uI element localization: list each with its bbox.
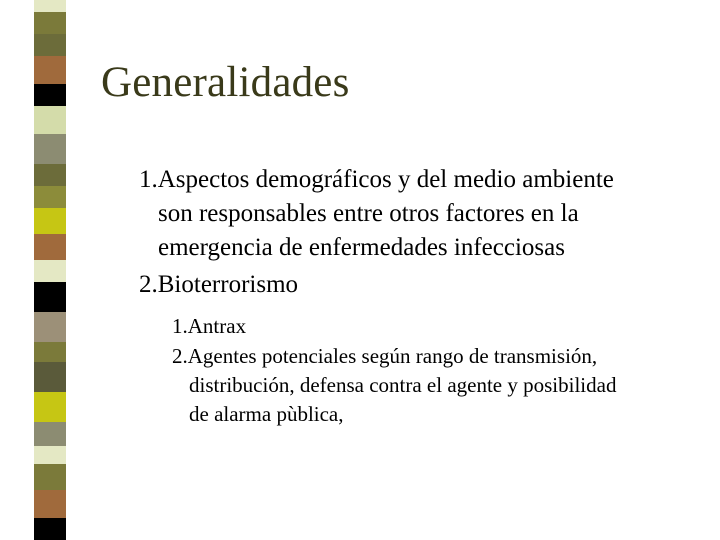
list-item [139, 163, 699, 265]
list-item-text: son responsables entre otros factores en la [158, 200, 579, 227]
list-item-number: 1. [139, 166, 158, 193]
list-item-text: Aspectos demográficos y del medio ambiente [157, 166, 614, 193]
sub-list-item [172, 342, 702, 429]
sub-list-item-text: de alarma pùblica, [189, 402, 344, 426]
list-item-line [139, 268, 699, 302]
list-item [139, 268, 699, 302]
sub-list-item-text: Agentes potenciales según rango de transmisión, [187, 344, 598, 368]
list-item-number: 2. [139, 271, 158, 298]
list-item-text: emergencia de enfermedades infecciosas [158, 234, 565, 261]
sub-list-item-number: 2. [172, 344, 188, 368]
sub-list-item-text: Antrax [187, 314, 247, 338]
sub-list-item-line [172, 342, 702, 371]
sub-list-item-text: distribución, defensa contra el agente y posibilidad [189, 373, 617, 397]
slide-title: Generalidades [101, 59, 350, 106]
list-item-text: Bioterrorismo [157, 271, 299, 298]
list-item-line [139, 163, 699, 197]
sub-list-item-line [172, 312, 692, 341]
sub-list-item [172, 312, 692, 341]
sub-list-item-number: 1. [172, 314, 188, 338]
